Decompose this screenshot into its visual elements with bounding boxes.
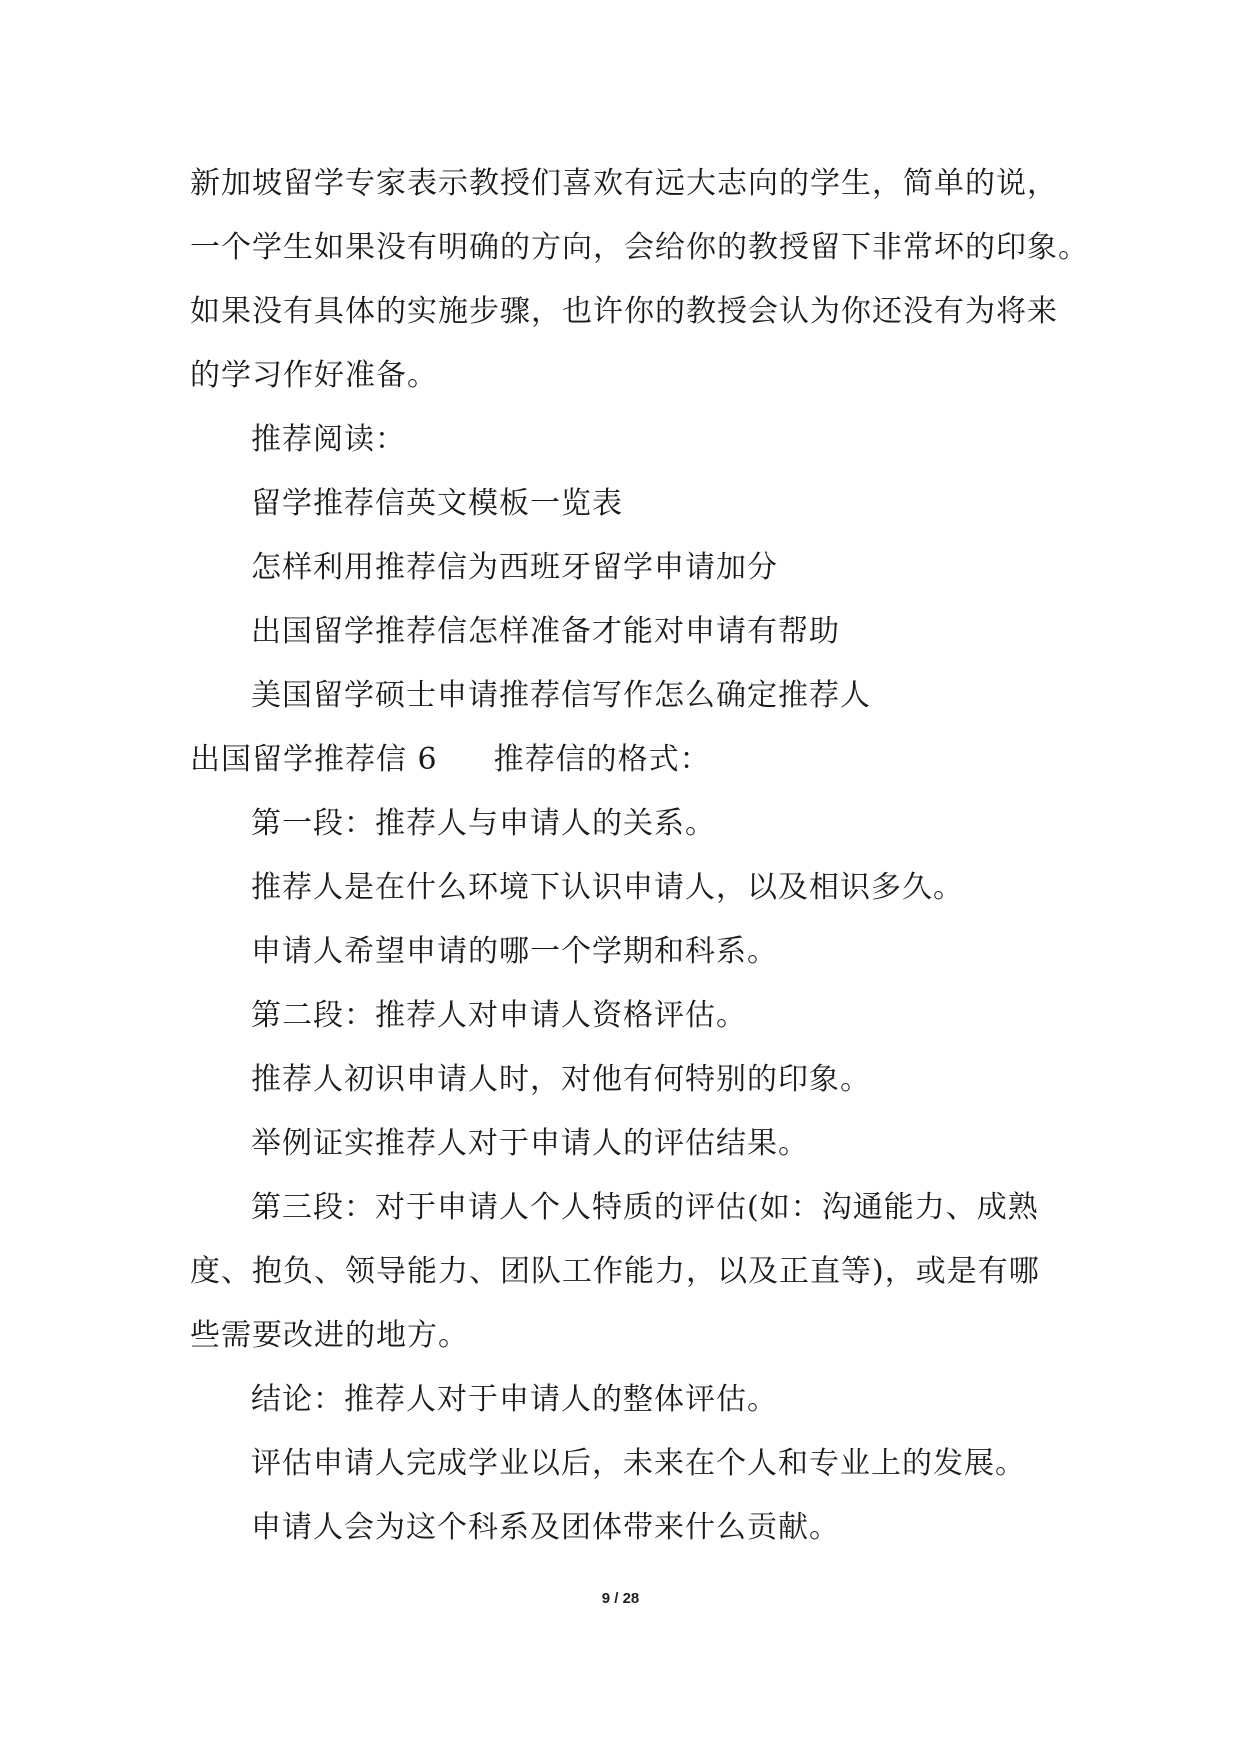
paragraph-line: 申请人会为这个科系及团体带来什么贡献。 — [251, 1510, 840, 1545]
paragraph-line: 第一段：推荐人与申请人的关系。 — [251, 806, 716, 841]
page-number: 9 / 28 — [601, 1590, 640, 1607]
paragraph-line: 如果没有具体的实施步骤，也许你的教授会认为你还没有为将来 — [190, 294, 1058, 329]
section-heading — [190, 740, 711, 780]
recommended-reading-label: 推荐阅读： — [251, 422, 406, 457]
paragraph-line: 评估申请人完成学业以后，未来在个人和专业上的发展。 — [251, 1446, 1026, 1481]
section-subtitle: 推荐信的格式： — [493, 742, 711, 777]
paragraph-line: 申请人希望申请的哪一个学期和科系。 — [251, 934, 778, 969]
paragraph-line: 第三段：对于申请人个人特质的评估(如：沟通能力、成熟 — [251, 1190, 1039, 1225]
paragraph-line: 一个学生如果没有明确的方向，会给你的教授留下非常坏的印象。 — [190, 230, 1089, 265]
paragraph-line: 些需要改进的地方。 — [190, 1318, 469, 1353]
paragraph-line: 度、抱负、领导能力、团队工作能力，以及正直等)，或是有哪 — [190, 1254, 1040, 1289]
recommended-reading-link[interactable]: 出国留学推荐信怎样准备才能对申请有帮助 — [251, 614, 840, 649]
paragraph-line: 推荐人初识申请人时，对他有何特别的印象。 — [251, 1062, 871, 1097]
paragraph-line: 新加坡留学专家表示教授们喜欢有远大志向的学生，简单的说， — [190, 166, 1058, 201]
paragraph-line: 结论：推荐人对于申请人的整体评估。 — [251, 1382, 778, 1417]
paragraph-line: 第二段：推荐人对申请人资格评估。 — [251, 998, 747, 1033]
paragraph-line: 推荐人是在什么环境下认识申请人，以及相识多久。 — [251, 870, 964, 905]
recommended-reading-link[interactable]: 怎样利用推荐信为西班牙留学申请加分 — [251, 550, 778, 585]
section-title: 出国留学推荐信 6 — [190, 742, 438, 777]
recommended-reading-link[interactable]: 美国留学硕士申请推荐信写作怎么确定推荐人 — [251, 678, 871, 713]
paragraph-line: 的学习作好准备。 — [190, 358, 438, 393]
paragraph-line: 举例证实推荐人对于申请人的评估结果。 — [251, 1126, 809, 1161]
recommended-reading-link[interactable]: 留学推荐信英文模板一览表 — [251, 486, 623, 521]
